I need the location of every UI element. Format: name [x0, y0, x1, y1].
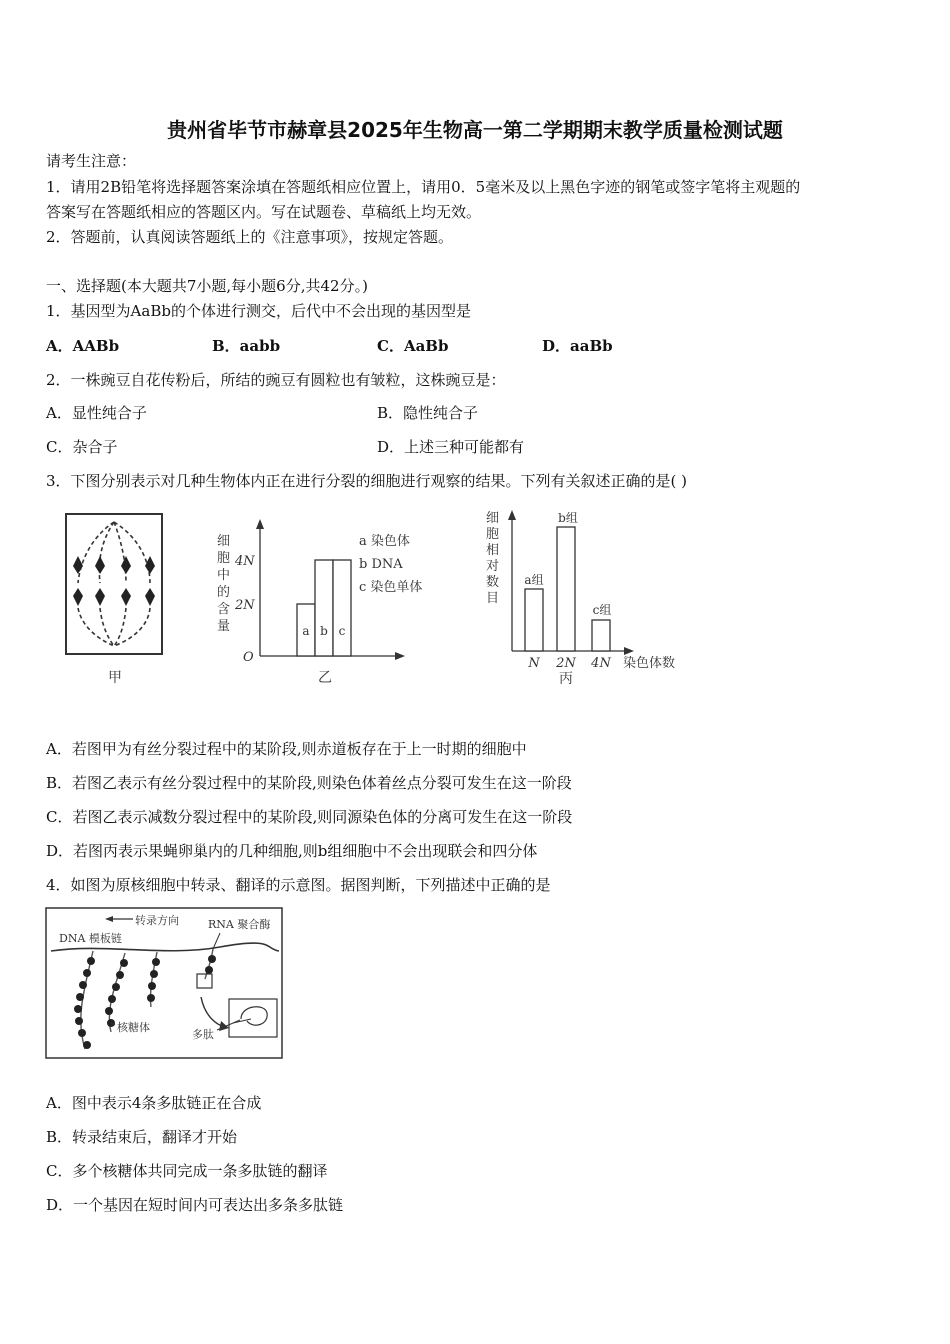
yi-ylabel-1: 细 — [217, 534, 231, 549]
yi-bar-label-c: c — [338, 624, 346, 638]
page-title: 贵州省毕节市赫章县2025年生物高一第二学期期末教学质量检测试题 — [167, 118, 783, 142]
bing-group-a: a组 — [524, 573, 544, 587]
question-stem: 下图分别表示对几种生物体内正在进行分裂的细胞进行观察的结果。下列有关叙述正确的是( ) — [70, 472, 688, 490]
question-stem: 基因型为AaBb的个体进行测交，后代中不会出现的基因型是 — [70, 302, 471, 320]
question-2 — [46, 370, 506, 390]
yi-bar-b — [315, 560, 333, 656]
question-number: 2． — [46, 371, 71, 389]
q1-option-a[interactable]: A．AABb — [46, 337, 120, 355]
bing-ylabel-2: 胞 — [486, 527, 500, 542]
yi-legend-c: c 染色单体 — [359, 580, 423, 595]
zoom-box — [197, 974, 212, 988]
yi-tick-2n: 2N — [235, 598, 255, 613]
figure-bing-chart — [480, 506, 700, 688]
q3-option-a[interactable]: A．若图甲为有丝分裂过程中的某阶段,则赤道板存在于上一时期的细胞中 — [46, 740, 527, 758]
bing-x-label: 染色体数 — [623, 656, 676, 671]
q3-option-c[interactable]: C．若图乙表示减数分裂过程中的某阶段,则同源染色体的分离可发生在这一阶段 — [46, 808, 573, 826]
yi-ylabel-2: 胞 — [217, 551, 231, 566]
q2-option-d[interactable]: D．上述三种可能都有 — [377, 438, 525, 456]
figure-yi-caption: 乙 — [318, 670, 332, 686]
yi-origin: O — [243, 650, 254, 665]
q3-option-d[interactable]: D．若图丙表示果蝇卵巢内的几种细胞,则b组细胞中不会出现联会和四分体 — [46, 842, 538, 860]
bing-bar-b — [557, 527, 575, 651]
question-3 — [46, 471, 687, 491]
section-heading: 一、选择题(本大题共7小题,每小题6分,共42分。) — [46, 277, 368, 295]
q4-option-c[interactable]: C．多个核糖体共同完成一条多肽链的翻译 — [46, 1162, 328, 1180]
bing-group-c: c组 — [592, 603, 612, 617]
zoom-detail — [229, 999, 277, 1037]
notice-line-1a: 1．请用2B铅笔将选择题答案涂填在答题纸相应位置上，请用0．5毫米及以上黑色字迹的钢笔或签字笔将主观题的 — [46, 178, 801, 196]
yi-legend-b: b DNA — [359, 557, 403, 572]
bing-ylabel-5: 数 — [486, 575, 500, 590]
notice-line-2: 2．答题前，认真阅读答题纸上的《注意事项》，按规定答题。 — [46, 228, 454, 246]
q2-option-b[interactable]: B．隐性纯合子 — [377, 404, 479, 422]
yi-legend-a: a 染色体 — [359, 534, 410, 549]
question-1 — [46, 301, 471, 321]
bing-ylabel-3: 相 — [486, 543, 500, 558]
q2-option-c[interactable]: C．杂合子 — [46, 438, 118, 456]
q4-option-d[interactable]: D．一个基因在短时间内可表达出多条多肽链 — [46, 1196, 344, 1214]
yi-ylabel-6: 量 — [217, 619, 231, 634]
label-ribosome: 核糖体 — [117, 1021, 150, 1034]
bing-group-b: b组 — [558, 511, 578, 525]
bing-ylabel-4: 对 — [486, 559, 500, 574]
q1-option-c[interactable]: C．AaBb — [377, 337, 449, 355]
notice-line-1b: 答案写在答题纸相应的答题区内。写在试题卷、草稿纸上均无效。 — [46, 203, 482, 221]
yi-x-arrow — [395, 652, 405, 660]
bing-tick-2n: 2N — [556, 656, 576, 671]
notice-heading: 请考生注意： — [46, 152, 137, 170]
question-number: 3． — [46, 472, 71, 490]
label-transcription-direction: 转录方向 — [135, 914, 179, 927]
q4-option-b[interactable]: B．转录结束后，翻译才开始 — [46, 1128, 238, 1146]
q1-option-d[interactable]: D．aaBb — [542, 337, 613, 355]
q2-option-a[interactable]: A．显性纯合子 — [46, 404, 147, 422]
yi-y-arrow — [256, 519, 264, 529]
bing-bar-a — [525, 589, 543, 651]
yi-ylabel-3: 中 — [217, 568, 231, 583]
q4-option-a[interactable]: A．图中表示4条多肽链正在合成 — [46, 1094, 262, 1112]
figure-transcription-translation — [45, 907, 285, 1061]
q3-option-b[interactable]: B．若图乙表示有丝分裂过程中的某阶段,则染色体着丝点分裂可发生在这一阶段 — [46, 774, 572, 792]
question-4 — [46, 875, 551, 895]
figure-jia-caption: 甲 — [108, 670, 122, 686]
question-number: 1． — [46, 302, 71, 320]
bing-bar-c — [592, 620, 610, 651]
bing-tick-4n: 4N — [591, 656, 611, 671]
yi-bar-label-a: a — [302, 624, 310, 638]
figure-bing-caption: 丙 — [559, 671, 573, 687]
figure-yi-chart — [205, 515, 455, 690]
bing-y-arrow — [508, 510, 516, 520]
label-rna-polymerase: RNA 聚合酶 — [208, 918, 271, 931]
question-stem: 一株豌豆自花传粉后，所结的豌豆有圆粒也有皱粒，这株豌豆是： — [70, 371, 506, 389]
question-stem: 如图为原核细胞中转录、翻译的示意图。据图判断，下列描述中正确的是 — [70, 876, 551, 894]
bing-tick-n: N — [528, 656, 540, 671]
label-dna-template: DNA 模板链 — [59, 932, 122, 945]
yi-ylabel-4: 的 — [217, 585, 231, 600]
figure-jia-cell — [60, 508, 180, 688]
bing-ylabel-1: 细 — [486, 511, 500, 526]
bing-ylabel-6: 目 — [486, 591, 500, 606]
bing-x-arrow — [624, 647, 634, 655]
yi-bar-c — [333, 560, 351, 656]
transcription-arrow-head — [105, 916, 113, 922]
yi-ylabel-5: 含 — [217, 602, 231, 617]
yi-bar-label-b: b — [320, 624, 328, 638]
yi-tick-4n: 4N — [235, 554, 255, 569]
question-number: 4． — [46, 876, 71, 894]
label-peptide: 多肽 — [192, 1028, 214, 1041]
q1-option-b[interactable]: B．aabb — [212, 337, 281, 355]
